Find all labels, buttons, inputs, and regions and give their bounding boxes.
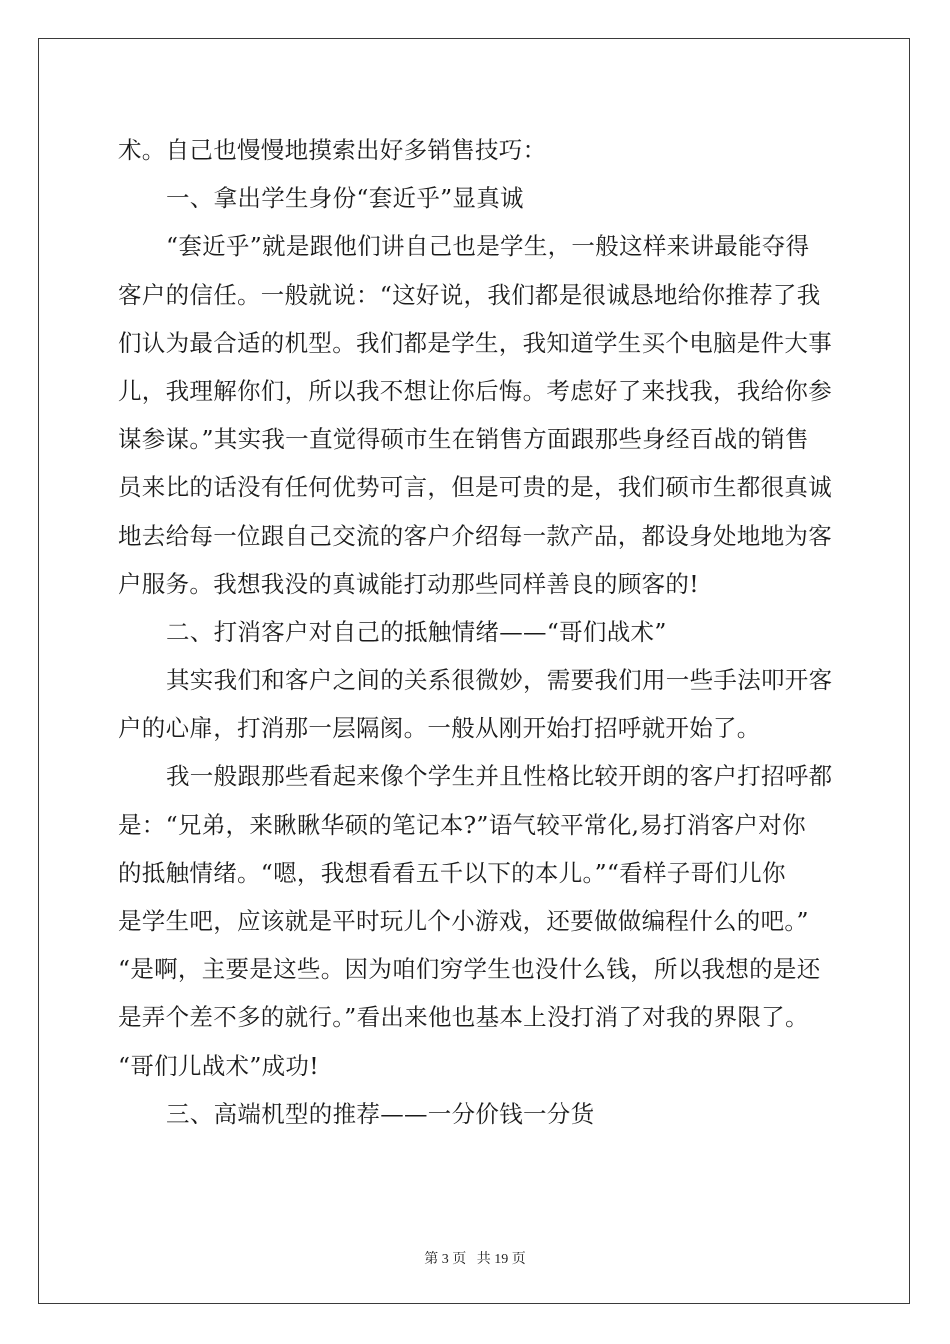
text-line: 户服务。我想我没的真诚能打动那些同样善良的顾客的! — [118, 569, 699, 598]
text-line: 其实我们和客户之间的关系很微妙，需要我们用一些手法叩开客 — [166, 666, 833, 695]
text-line: “哥们儿战术”成功! — [118, 1051, 319, 1080]
text-line: 是弄个差不多的就行。”看出来他也基本上没打消了对我的界限了。 — [118, 1003, 809, 1032]
page-footer — [0, 1248, 950, 1268]
page-number: 第 3 页 — [424, 1252, 467, 1267]
text-line: 们认为最合适的机型。我们都是学生，我知道学生买个电脑是件大事 — [118, 328, 832, 357]
text-line: 的抵触情绪。“嗯，我想看看五千以下的本儿。”“看样子哥们儿你 — [118, 858, 786, 887]
text-line: 员来比的话没有任何优势可言，但是可贵的是，我们硕市生都很真诚 — [118, 473, 832, 502]
text-line: 术。自己也慢慢地摸索出好多销售技巧： — [118, 136, 547, 164]
text-line: 谋参谋。”其实我一直觉得硕市生在销售方面跟那些身经百战的销售 — [118, 425, 809, 454]
text-line: 儿，我理解你们，所以我不想让你后悔。考虑好了来找我，我给你参 — [118, 376, 832, 405]
text-line: 是：“兄弟，来瞅瞅华硕的笔记本?”语气较平常化,易打消客户对你 — [118, 810, 806, 839]
text-line: 是学生吧，应该就是平时玩儿个小游戏，还要做做编程什么的吧。” — [118, 907, 809, 935]
text-line: 客户的信任。一般就说：“这好说，我们都是很诚恳地给你推荐了我 — [118, 280, 821, 309]
text-line: “是啊，主要是这些。因为咱们穷学生也没什么钱，所以我想的是还 — [118, 955, 821, 984]
section-heading: 三、高端机型的推荐——一分价钱一分货 — [166, 1099, 595, 1128]
text-line: “套近乎”就是跟他们讲自己也是学生，一般这样来讲最能夺得 — [166, 232, 810, 261]
document-body — [118, 126, 838, 1138]
section-heading: 二、打消客户对自己的抵触情绪——“哥们战术” — [166, 617, 667, 646]
text-line: 我一般跟那些看起来像个学生并且性格比较开朗的客户打招呼都 — [166, 762, 833, 791]
section-heading: 一、拿出学生身份“套近乎”显真诚 — [166, 184, 524, 213]
text-line: 户的心扉，打消那一层隔阂。一般从刚开始打招呼就开始了。 — [118, 714, 761, 743]
page-total: 共 19 页 — [476, 1252, 526, 1267]
text-line: 地去给每一位跟自己交流的客户介绍每一款产品，都设身处地地为客 — [118, 521, 832, 550]
